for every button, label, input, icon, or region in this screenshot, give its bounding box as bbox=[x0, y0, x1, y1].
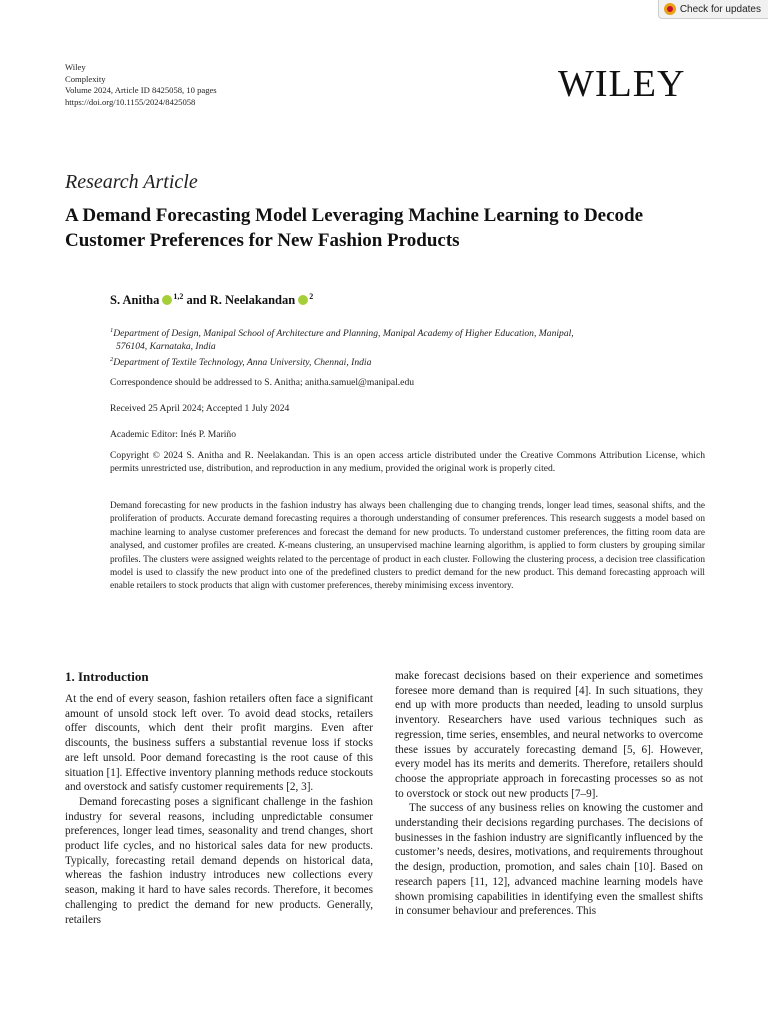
author-name[interactable]: S. Anitha bbox=[110, 293, 160, 308]
article-type: Research Article bbox=[65, 171, 198, 193]
correspondence: Correspondence should be addressed to S. Anitha; anitha.samuel@manipal.edu bbox=[110, 377, 415, 388]
doi-link[interactable]: https://doi.org/10.1155/2024/8425058 bbox=[65, 96, 196, 107]
body-paragraph: The success of any business relies on knowing the customer and understanding their decisions regarding purchases. The decisions of businesses in the fashion industry are significantly influenced by the customer’s needs, desires, motivations, and requirements throughout the design, production, promotion, and sales chain [10]. Based on research papers [11, 12], advanced machine learning models have shown promising capabilities in identifying even the smallest shifts in consumer behaviour and preferences. This bbox=[395, 802, 703, 918]
abstract: Demand forecasting for new products in the fashion industry has always been challenging due to changing trends, longer lead times, seasonal shifts, and the proliferation of products. Accurate demand forecasting requires a thorough understanding of consumer preferences. This research suggests a model based on machine learning to analyse customer preferences and forecast the demand for new products. To understand customer preferences, the fitting room data are analysed, and customer profiles are created. K-means clustering, an unsupervised machine learning algorithm, is applied to form clusters by grouping similar profiles. The clusters were assigned weights related to the percentage of product in each cluster. Following the clustering process, a decision tree classification model is used to classify the new product into one of the predefined clusters to predict demand for the new product. This demand forecasting approach will enable retailers to stock products that align with customer preferences, thereby minimising excess inventory. bbox=[110, 501, 705, 592]
crossmark-icon bbox=[664, 3, 676, 15]
author-separator: and bbox=[186, 293, 207, 308]
section-heading: 1. Introduction bbox=[65, 669, 149, 684]
copyright-notice: Copyright © 2024 S. Anitha and R. Neelakandan. This is an open access article distributed under the Creative Commons Attribution License, which permits unrestricted use, distribution, and reproduction in any medium, provided the original work is properly cited. bbox=[110, 450, 705, 474]
affiliations bbox=[110, 324, 705, 369]
volume-info: Volume 2024, Article ID 8425058, 10 pages bbox=[65, 85, 217, 96]
publisher-logo: WILEY bbox=[558, 63, 686, 105]
body-column-right bbox=[395, 669, 703, 919]
affiliation-item: $^2$Department of Textile Technology, Anna University, Chennai, India bbox=[110, 356, 372, 369]
body-paragraph: Demand forecasting poses a significant challenge in the fashion industry for several reasons, including unpredictable consumer preferences, longer lead times, seasonality and trend changes, short product life cycles, and no historical sales data for new products. Typically, forecasting retail demand depends on historical data, whereas the fashion industry introduces new collections every season, making it hard to have sales records. Therefore, it becomes challenging to predict the demand for new products. Generally, retailers bbox=[65, 795, 373, 926]
orcid-icon[interactable] bbox=[298, 295, 308, 305]
body-paragraph: At the end of every season, fashion retailers often face a significant amount of unsold stock left over. To avoid dead stocks, retailers offer discounts, which dent their profit margins. Even after discounts, the business suffers a substantial revenue loss if stocks are left unsold. Poor demand forecasting is the root cause of this situation [1]. Effective inventory planning methods reduce stockouts and overstock and satisfy customer requirements [2, 3]. bbox=[65, 693, 373, 794]
orcid-icon[interactable] bbox=[162, 295, 172, 305]
publisher-name: Wiley bbox=[65, 62, 86, 72]
journal-name: Complexity bbox=[65, 73, 106, 84]
check-for-updates-button[interactable] bbox=[658, 0, 768, 19]
check-for-updates-label: Check for updates bbox=[679, 3, 761, 15]
academic-editor: Academic Editor: Inés P. Mariño bbox=[110, 429, 237, 440]
received-accepted-dates: Received 25 April 2024; Accepted 1 July 2024 bbox=[110, 403, 290, 414]
author-affiliation-mark: 2 bbox=[309, 292, 314, 301]
affiliation-item: $^1$Department of Design, Manipal School of Architecture and Planning, Manipal Academy of Higher Education, Manipal, 576104, Karnataka, India bbox=[110, 327, 574, 353]
author-affiliation-mark: 1,2 bbox=[173, 292, 184, 301]
author-name[interactable]: R. Neelakandan bbox=[209, 293, 296, 308]
body-paragraph: make forecast decisions based on their experience and sometimes foresee more demand than is required [4]. In such situations, they end up with more products than needed, leading to unsold surplus inventory. Researchers have used various techniques such as regression, time series, ensembles, and neural networks to overcome these issues by accurately forecasting demand [5, 6]. However, every model has its merits and demerits. Therefore, retailers should choose the appropriate approach in forecasting processes so as not to overstock or stock out new products [7–9]. bbox=[395, 670, 703, 800]
author-list bbox=[110, 292, 313, 308]
paper-title: A Demand Forecasting Model Leveraging Machine Learning to Decode Customer Preferences for New Fashion Products bbox=[65, 205, 644, 251]
body-column-left bbox=[65, 669, 373, 927]
journal-info bbox=[65, 62, 217, 108]
